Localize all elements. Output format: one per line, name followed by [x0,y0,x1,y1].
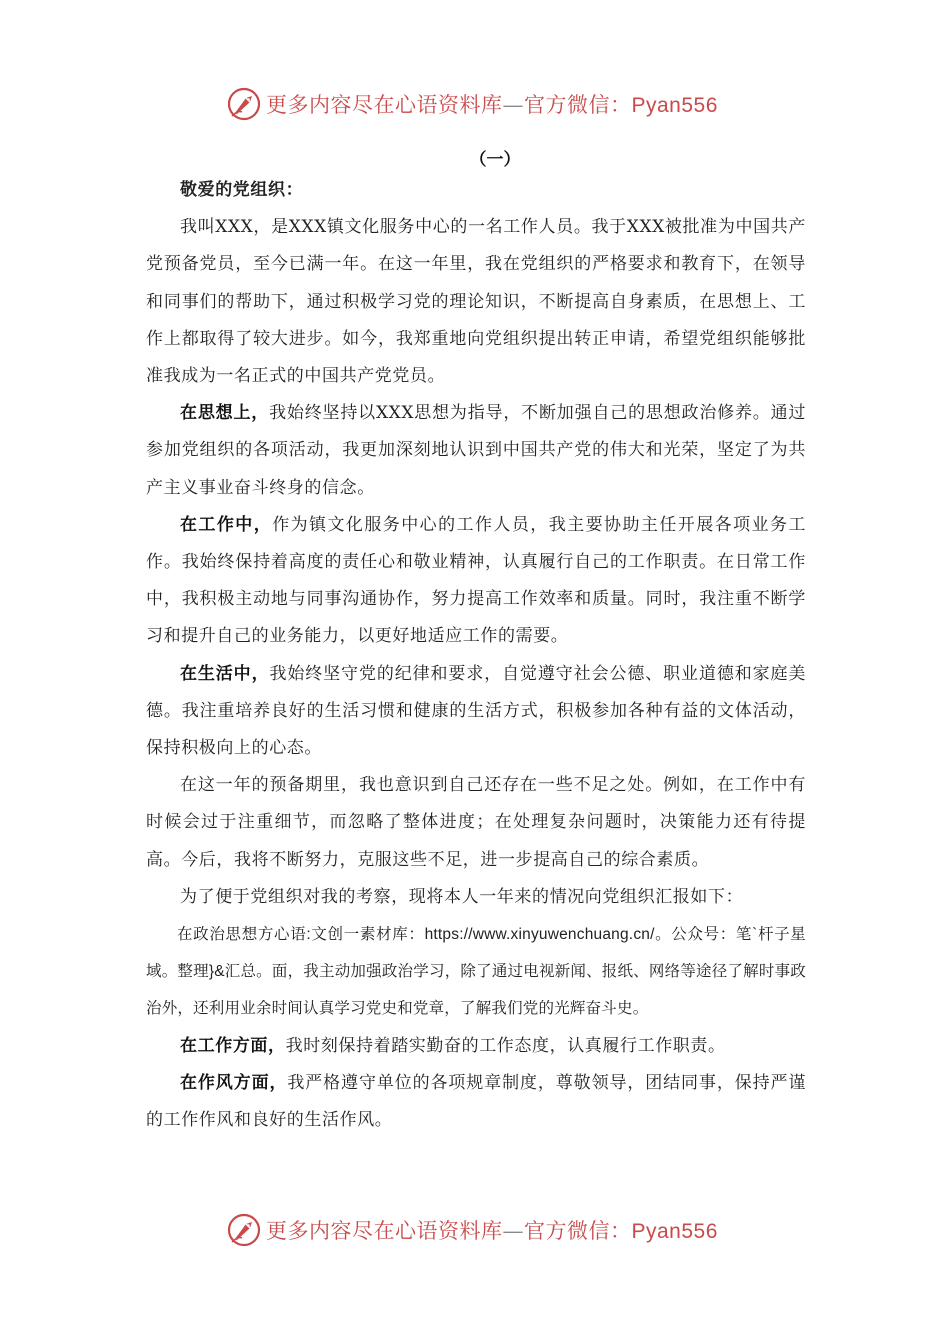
document-title: （一） [469,150,521,170]
watermark-text: 更多内容尽在心语资料库—官方微信：Pyan556 [266,1219,718,1243]
paragraph-work: 在工作中，作为镇文化服务中心的工作人员，我主要协助主任开展各项业务工作。我始终保持着高度的责任心和敬业精神，认真履行自己的工作职责。在日常工作中，我积极主动地与同事沟通协作，努力提高工作效率和质量。同时，我注重不断学习和提升自己的业务能力，以更好地适应工作的需要。 [146,514,806,647]
paragraph-source-note: 在政治思想方心语:文创一素材库：https://www.xinyuwenchuang.cn/。公众号：笔`杆子星域。整理}&汇总。面，我主动加强政治学习，除了通过电视新闻、报纸、网络等途径了解时事政治外，还利用业余时间认真学习党史和党章，了解我们党的光辉奋斗史。 [146,926,806,1018]
watermark-banner-top [226,84,746,124]
paragraph-shortcomings: 在这一年的预备期里，我也意识到自己还存在一些不足之处。例如，在工作中有时候会过于注重细节，而忽略了整体进度；在处理复杂问题时，决策能力还有待提高。今后，我将不断努力，克服这些不足，进一步提高自己的综合素质。 [146,775,806,870]
paragraph-thought: 在思想上，我始终坚持以XXX思想为指导，不断加强自己的思想政治修养。通过参加党组织的各项活动，我更加深刻地认识到中国共产党的伟大和光荣，坚定了为共产主义事业奋斗终身的信念。 [146,403,807,498]
paragraph-report-intro: 为了便于党组织对我的考察，现将本人一年来的情况向党组织汇报如下： [180,886,744,907]
watermark-text: 更多内容尽在心语资料库—官方微信：Pyan556 [266,93,718,117]
pen-nib-logo-icon [226,86,262,122]
pen-nib-logo-icon [226,1212,262,1248]
paragraph-work-aspect: 在工作方面，我时刻保持着踏实勤奋的工作态度，认真履行工作职责。 [180,1035,726,1056]
document-body [146,172,806,1139]
salutation: 敬爱的党组织： [180,180,304,200]
paragraph-life: 在生活中，我始终坚守党的纪律和要求，自觉遵守社会公德、职业道德和家庭美德。我注重培养良好的生活习惯和健康的生活方式，积极参加各种有益的文体活动，保持积极向上的心态。 [146,663,807,759]
watermark-banner-bottom [226,1210,746,1250]
paragraph-style-aspect: 在作风方面，我严格遵守单位的各项规章制度，尊敬领导，团结同事，保持严谨的工作作风和良好的生活作风。 [146,1072,806,1131]
paragraph-intro: 我叫XXX，是XXX镇文化服务中心的一名工作人员。我于XXX被批准为中国共产党预备党员，至今已满一年。在这一年里，我在党组织的严格要求和教育下，在领导和同事们的帮助下，通过积极学习党的理论知识，不断提高自身素质，在思想上、工作上都取得了较大进步。如今，我郑重地向党组织提出转正申请，希望党组织能够批准我成为一名正式的中国共产党党员。 [146,217,806,387]
